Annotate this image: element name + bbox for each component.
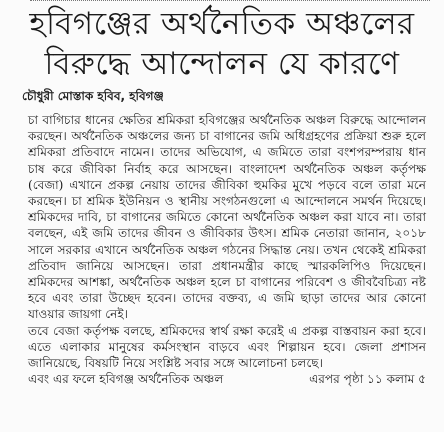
paragraph: চা বাগিচার ধানের ক্ষেতির শ্রমিকরা হবিগঞ্জের অর্থনৈতিক অঞ্চল বিরুদ্ধে আন্দোলন করছেন। অর্থনৈতিক অঞ্চলের জন্য চা বাগানের জমি অধিগ্রহণের প্রক্রিয়া শুরু হলে শ্রমিকরা প্রতিবাদে নামেন। তাদের অভিযোগ, এ জমিতে তারা বংশপরম্পরায় ধান চাষ করে জীবিকা নির্বাহ করে আসছেন। বাংলাদেশ অর্থনৈতিক অঞ্চল কর্তৃপক্ষ (বেজা) এখানে প্রকল্প নেয়ায় তাদের জীবিকা হুমকির মুখে পড়বে বলে তারা মনে করছেন। চা শ্রমিক ইউনিয়ন ও স্থানীয় সংগঠনগুলো এ আন্দোলনে সমর্থন দিয়েছে। শ্রমিকদের দাবি, চা বাগানের জমিতে কোনো অর্থনৈতিক অঞ্চল করা যাবে না। তারা বলছেন, এই জমি তাদের জীবন ও জীবিকার উৎস। শ্রমিক নেতারা জানান, ২০১৮ সালে সরকার এখানে অর্থনৈতিক অঞ্চল গঠনের সিদ্ধান্ত নেয়। তখন থেকেই শ্রমিকরা প্রতিবাদ জানিয়ে আসছেন। তারা প্রধানমন্ত্রীর কাছে স্মারকলিপিও দিয়েছেন। শ্রমিকদের আশঙ্কা, অর্থনৈতিক অঞ্চল হলে চা বাগানের পরিবেশ ও জীববৈচিত্র্য নষ্ট হবে এবং তারা উচ্ছেদ হবেন। তাদের বক্তব্য, এ জমি ছাড়া তাদের আর কোনো যাওয়ার জায়গা নেই।	[28, 113, 426, 322]
continuation-line	[28, 371, 426, 387]
headline-line-1: হবিগঞ্জের অর্থনৈতিক অঞ্চলের	[29, 6, 415, 42]
byline: চৌধুরী মোস্তাক হবিব, হবিগঞ্জ	[22, 89, 164, 103]
headline-line-2: বিরুদ্ধে আন্দোলন যে কারণে	[44, 46, 400, 82]
continuation-text: এবং এর ফলে হবিগঞ্জ অর্থনৈতিক অঞ্চল	[28, 372, 224, 387]
article-body	[28, 112, 426, 387]
paragraph: তবে বেজা কর্তৃপক্ষ বলছে, শ্রমিকদের স্বার্থ রক্ষা করেই এ প্রকল্প বাস্তবায়ন করা হবে। এতে এলাকার মানুষের কর্মসংস্থান বাড়বে এবং শিল্পায়ন হবে। জেলা প্রশাসন জানিয়েছে, বিষয়টি নিয়ে সংশ্লিষ্ট সবার সঙ্গে আলোচনা চলছে।	[28, 323, 426, 371]
continuation-jump: এরপর পৃষ্ঠা ১১ কলাম ৫	[309, 372, 426, 387]
headline	[22, 4, 422, 84]
